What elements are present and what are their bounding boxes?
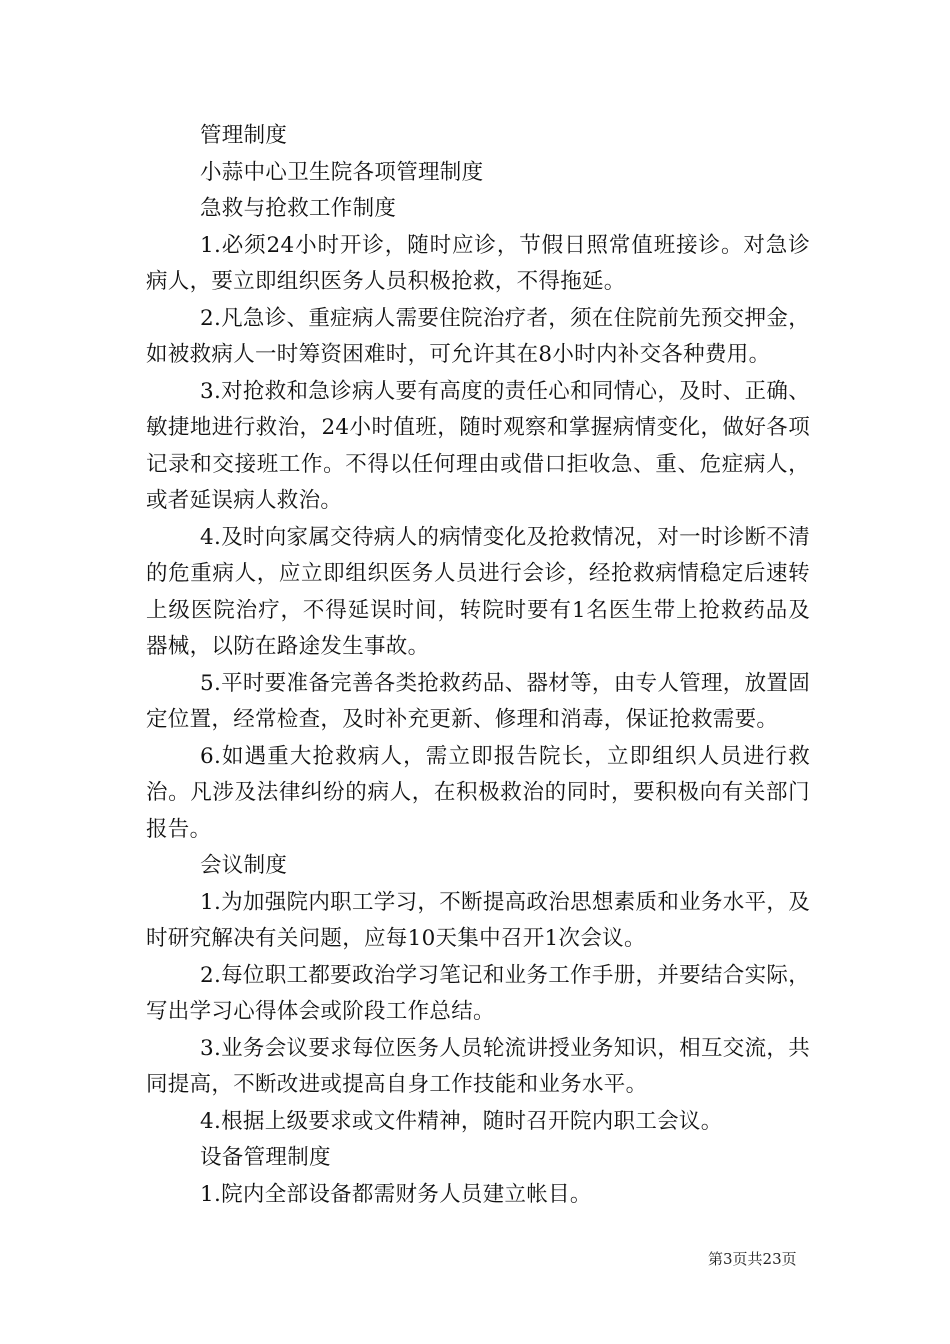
paragraph: 2.每位职工都要政治学习笔记和业务工作手册，并要结合实际，写出学习心得体会或阶段工作总结。 [146, 962, 810, 1024]
paragraph: 1.为加强院内职工学习，不断提高政治思想素质和业务水平，及时研究解决有关问题，应每10天集中召开1次会议。 [146, 889, 810, 951]
document-title: 管理制度 [200, 123, 288, 148]
paragraph: 4.根据上级要求或文件精神，随时召开院内职工会议。 [200, 1108, 723, 1134]
paragraph: 3.业务会议要求每位医务人员轮流讲授业务知识，相互交流，共同提高，不断改进或提高自身工作技能和业务水平。 [146, 1035, 810, 1097]
paragraph: 1.必须24小时开诊，随时应诊，节假日照常值班接诊。对急诊病人，要立即组织医务人员积极抢救，不得拖延。 [146, 232, 810, 294]
section-heading-meeting: 会议制度 [200, 853, 288, 878]
paragraph: 6.如遇重大抢救病人，需立即报告院长，立即组织人员进行救治。凡涉及法律纠纷的病人，在积极救治的同时，要积极向有关部门报告。 [146, 743, 810, 842]
paragraph: 1.院内全部设备都需财务人员建立帐目。 [200, 1181, 592, 1207]
paragraph: 4.及时向家属交待病人的病情变化及抢救情况，对一时诊断不清的危重病人，应立即组织医务人员进行会诊，经抢救病情稳定后速转上级医院治疗，不得延误时间，转院时要有1名医生带上抢救药品及器械，以防在路途发生事故。 [146, 524, 810, 659]
paragraph: 5.平时要准备完善各类抢救药品、器材等，由专人管理，放置固定位置，经常检查，及时补充更新、修理和消毒，保证抢救需要。 [146, 670, 810, 732]
section-heading-emergency: 急救与抢救工作制度 [200, 196, 397, 221]
document-subtitle: 小蒜中心卫生院各项管理制度 [200, 159, 484, 185]
paragraph: 2.凡急诊、重症病人需要住院治疗者，须在住院前先预交押金，如被救病人一时筹资困难时，可允许其在8小时内补交各种费用。 [146, 305, 810, 367]
document-body [146, 118, 810, 1213]
section-heading-equipment: 设备管理制度 [200, 1145, 331, 1170]
page-number: 第3页共23页 [708, 1250, 797, 1268]
paragraph: 3.对抢救和急诊病人要有高度的责任心和同情心，及时、正确、敏捷地进行救治，24小时值班，随时观察和掌握病情变化，做好各项记录和交接班工作。不得以任何理由或借口拒收急、重、危症病人，或者延误病人救治。 [146, 378, 810, 513]
